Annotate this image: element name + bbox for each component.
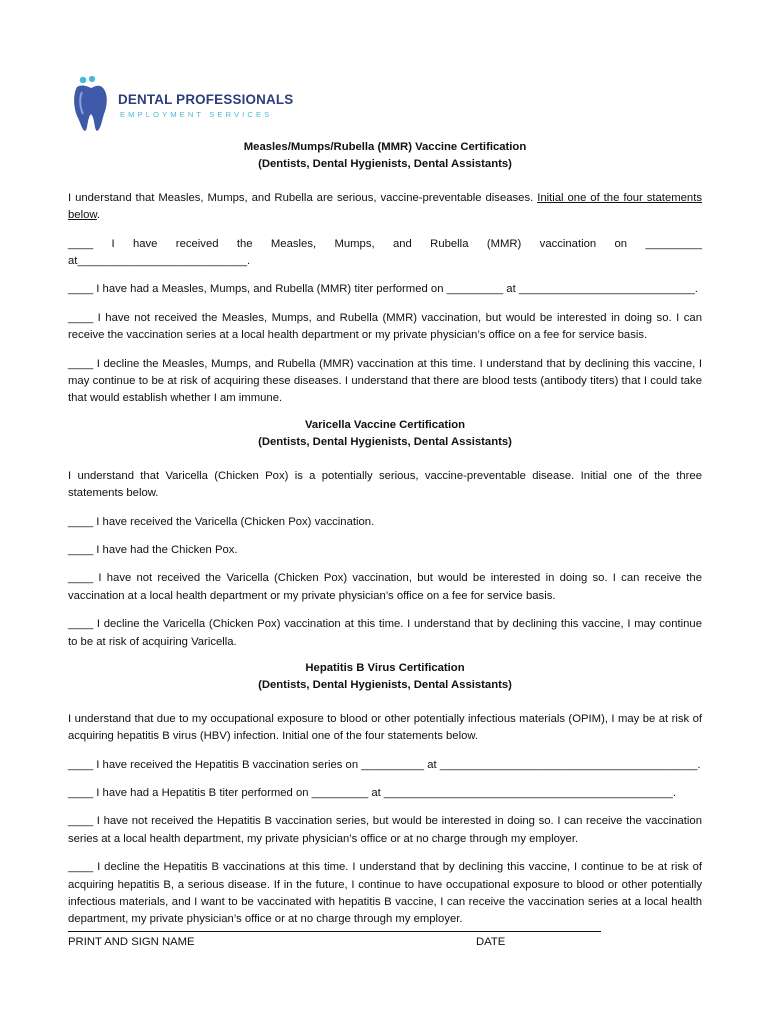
mmr-statement-titer[interactable]: ____ I have had a Measles, Mumps, and Rubella (MMR) titer performed on _________ at ____________________________.	[68, 283, 698, 296]
mmr-subtitle: (Dentists, Dental Hygienists, Dental Assistants)	[258, 158, 512, 171]
mmr-statement-interested[interactable]: ____ I have not received the Measles, Mumps, and Rubella (MMR) vaccination, but would be interested in doing so. I can receive the vaccination series at a local health department or my private physician’s office on a fee for service basis.	[68, 311, 702, 342]
mmr-intro-instruction: Initial one of the four statements below	[68, 191, 702, 222]
hepb-statement-decline[interactable]: ____ I decline the Hepatitis B vaccinations at this time. I understand that by declining this vaccine, I continue to be at risk of acquiring hepatitis B, a serious disease. If in the future, I continue to have occupational exposure to blood or other potentially infectious materials, and I want to be vaccinated with hepatitis B vaccine, I can receive the vaccination series at a local health department, my private physician’s office or at no charge through my employer.	[68, 861, 702, 926]
varicella-subtitle: (Dentists, Dental Hygienists, Dental Assistants)	[258, 436, 512, 449]
varicella-intro: I understand that Varicella (Chicken Pox) is a potentially serious, vaccine-preventable disease. Initial one of the three statements below.	[68, 469, 702, 500]
company-tagline: EMPLOYMENT SERVICES	[120, 110, 273, 119]
hepb-statement-interested[interactable]: ____ I have not received the Hepatitis B vaccination series, but would be interested in doing so. I can receive the vaccination series at a local health department, my private physician’s office or at no charge through my employer.	[68, 815, 702, 845]
varicella-statement-decline[interactable]: ____ I decline the Varicella (Chicken Pox) vaccination at this time. I understand that by declining this vaccine, I may continue to be at risk of acquiring Varicella.	[68, 618, 702, 648]
hepb-subtitle: (Dentists, Dental Hygienists, Dental Assistants)	[258, 679, 512, 692]
signature-line[interactable]	[68, 931, 601, 932]
mmr-statement-received[interactable]: ____ I have received the Measles, Mumps, and Rubella (MMR) vaccination on _________ at___________________________.	[68, 237, 702, 268]
varicella-title: Varicella Vaccine Certification	[304, 418, 466, 431]
varicella-statement-received[interactable]: ____ I have received the Varicella (Chicken Pox) vaccination.	[68, 515, 375, 528]
hepb-title: Hepatitis B Virus Certification	[305, 661, 465, 674]
varicella-statement-had[interactable]: ____ I have had the Chicken Pox.	[68, 543, 238, 556]
hepb-intro: I understand that due to my occupational exposure to blood or other potentially infectious materials (OPIM), I may be at risk of acquiring hepatitis B virus (HBV) infection. Initial one of the four statements below.	[68, 712, 702, 743]
mmr-intro	[68, 190, 702, 225]
tooth-icon	[72, 74, 116, 134]
hepb-statement-received[interactable]: ____ I have received the Hepatitis B vaccination series on __________ at _________________________________________.	[68, 758, 701, 771]
mmr-title: Measles/Mumps/Rubella (MMR) Vaccine Certification	[243, 141, 527, 153]
hepb-statement-titer[interactable]: ____ I have had a Hepatitis B titer performed on _________ at ______________________________________________.	[68, 786, 677, 799]
varicella-statement-interested[interactable]: ____ I have not received the Varicella (Chicken Pox) vaccination, but would be interested in doing so. I can receive the vaccination at a local health department or my private physician’s office on a fee for service basis.	[68, 572, 702, 602]
date-label: DATE	[476, 936, 506, 948]
company-name: DENTAL PROFESSIONALS	[118, 92, 294, 107]
print-sign-name-label: PRINT AND SIGN NAME	[68, 936, 195, 948]
mmr-intro-text: I understand that Measles, Mumps, and Rubella are serious, vaccine-preventable diseases.	[68, 191, 538, 204]
mmr-statement-decline[interactable]: ____ I decline the Measles, Mumps, and Rubella (MMR) vaccination at this time. I understand that by declining this vaccine, I may continue to be at risk of acquiring these diseases. I understand that there are blood tests (antibody titers) that I could take that would establish whether I am immune.	[68, 357, 702, 405]
form-body	[68, 139, 702, 929]
mmr-intro-end: .	[96, 209, 101, 222]
